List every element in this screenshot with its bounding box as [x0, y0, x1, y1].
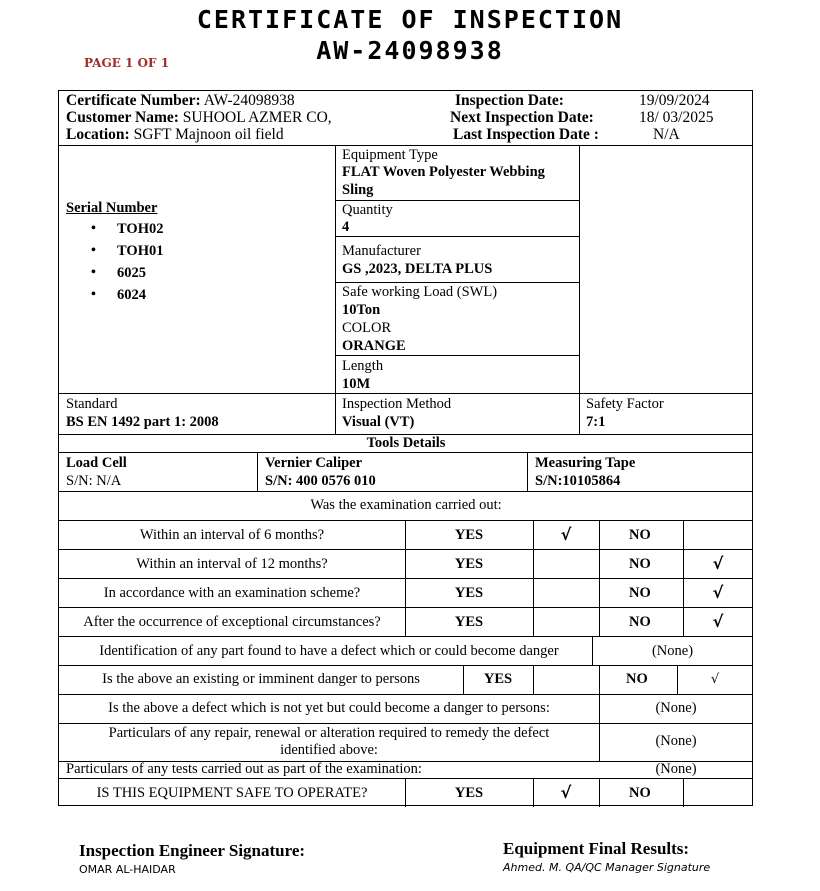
no-label: NO [629, 585, 651, 601]
quantity-value: 4 [342, 219, 350, 235]
no-label: NO [626, 671, 648, 687]
color-label: COLOR [342, 320, 392, 336]
color-value: ORANGE [342, 338, 406, 354]
manufacturer-label: Manufacturer [342, 243, 421, 259]
exam-question: Within an interval of 12 months? [136, 556, 328, 572]
yes-label: YES [454, 527, 484, 543]
inspection-method-value: Visual (VT) [342, 414, 415, 430]
serial-item: • TOH02 [87, 218, 163, 240]
check-mark-icon: √ [560, 783, 572, 802]
customer-name-value: SUHOOL AZMER CO, [182, 109, 332, 126]
standard-label: Standard [66, 396, 118, 412]
manager-signature: Ahmed. M. QA/QC Manager Signature [503, 861, 711, 874]
yes-label: YES [454, 785, 484, 801]
length-value: 10M [342, 376, 371, 392]
danger-question: Is the above an existing or imminent danger to persons [102, 671, 420, 687]
yes-label: YES [483, 671, 513, 687]
certificate-number-label: Certificate Number: [66, 92, 201, 109]
certificate-number [66, 92, 295, 109]
safety-factor-value: 7:1 [586, 414, 606, 430]
tests-answer: (None) [655, 761, 697, 777]
swl-value: 10Ton [342, 302, 381, 318]
measuring-tape-value: S/N:10105864 [535, 473, 621, 489]
document-title: CERTIFICATE OF INSPECTION [196, 5, 624, 34]
no-label: NO [629, 556, 651, 572]
defect-answer: (None) [651, 643, 694, 659]
certificate-number-value: AW-24098938 [203, 92, 295, 109]
location [66, 126, 284, 143]
swl-label: Safe working Load (SWL) [342, 284, 498, 300]
yes-label: YES [454, 556, 484, 572]
repair-answer: (None) [655, 733, 697, 749]
exam-question: In accordance with an examination scheme? [103, 585, 361, 601]
tests-question: Particulars of any tests carried out as part of the examination: [66, 761, 422, 777]
vernier-caliper-value: S/N: 400 0576 010 [265, 473, 376, 489]
inspection-date-label: Inspection Date: [455, 92, 564, 109]
equipment-type-value-cont: Sling [342, 182, 374, 198]
no-label: NO [629, 614, 651, 630]
load-cell-label: Load Cell [66, 455, 127, 471]
check-mark-icon: √ [710, 672, 720, 687]
equipment-type-label: Equipment Type [342, 147, 438, 163]
safe-to-operate-question: IS THIS EQUIPMENT SAFE TO OPERATE? [96, 785, 368, 801]
future-defect-question: Is the above a defect which is not yet but could become a danger to persons: [108, 700, 550, 716]
no-label: NO [629, 527, 651, 543]
location-value: SGFT Majnoon oil field [133, 126, 284, 143]
page-indicator: PAGE 1 OF 1 [84, 56, 170, 70]
serial-item: • 6024 [87, 284, 163, 306]
serial-item: • TOH01 [87, 240, 163, 262]
certificate-table [58, 90, 753, 806]
engineer-name: OMAR AL-HAIDAR [79, 863, 176, 876]
manufacturer-value: GS ,2023, DELTA PLUS [342, 261, 493, 277]
defect-question: Identification of any part found to have a defect which or could become danger [99, 643, 559, 659]
tools-details-heading: Tools Details [366, 435, 446, 451]
future-defect-answer: (None) [655, 700, 697, 716]
serial-item: • 6025 [87, 262, 163, 284]
last-inspection-date-label: Last Inspection Date : [453, 126, 599, 143]
inspection-method-label: Inspection Method [342, 396, 452, 412]
repair-question: Particulars of any repair, renewal or alteration required to remedy the defect [108, 725, 550, 741]
load-cell-value: S/N: N/A [66, 473, 122, 489]
exam-question: Within an interval of 6 months? [139, 527, 325, 543]
safety-factor-label: Safety Factor [586, 396, 664, 412]
yes-label: YES [454, 585, 484, 601]
repair-question-cont: identified above: [280, 742, 378, 758]
certificate-code: AW-24098938 [316, 36, 504, 65]
next-inspection-date-label: Next Inspection Date: [450, 109, 594, 126]
serial-number-list [87, 218, 163, 306]
exam-question: After the occurrence of exceptional circumstances? [83, 614, 381, 630]
serial-number-label: Serial Number [66, 200, 158, 216]
inspection-date-value: 19/09/2024 [639, 92, 710, 109]
location-label: Location: [66, 126, 130, 143]
check-mark-icon: √ [560, 525, 572, 544]
no-label: NO [629, 785, 651, 801]
next-inspection-date-value: 18/ 03/2025 [639, 109, 714, 126]
standard-value: BS EN 1492 part 1: 2008 [66, 414, 219, 430]
final-results-label: Equipment Final Results: [503, 839, 690, 858]
equipment-type-value: FLAT Woven Polyester Webbing [342, 164, 545, 180]
measuring-tape-label: Measuring Tape [535, 455, 636, 471]
quantity-label: Quantity [342, 202, 393, 218]
length-label: Length [342, 358, 384, 374]
engineer-signature-label: Inspection Engineer Signature: [79, 841, 306, 860]
check-mark-icon: √ [712, 583, 724, 602]
check-mark-icon: √ [712, 612, 724, 631]
vernier-caliper-label: Vernier Caliper [265, 455, 363, 471]
customer-name-label: Customer Name: [66, 109, 179, 126]
examination-heading: Was the examination carried out: [310, 497, 502, 513]
customer-name [66, 109, 332, 126]
check-mark-icon: √ [712, 554, 724, 573]
yes-label: YES [454, 614, 484, 630]
last-inspection-date-value: N/A [653, 126, 680, 143]
